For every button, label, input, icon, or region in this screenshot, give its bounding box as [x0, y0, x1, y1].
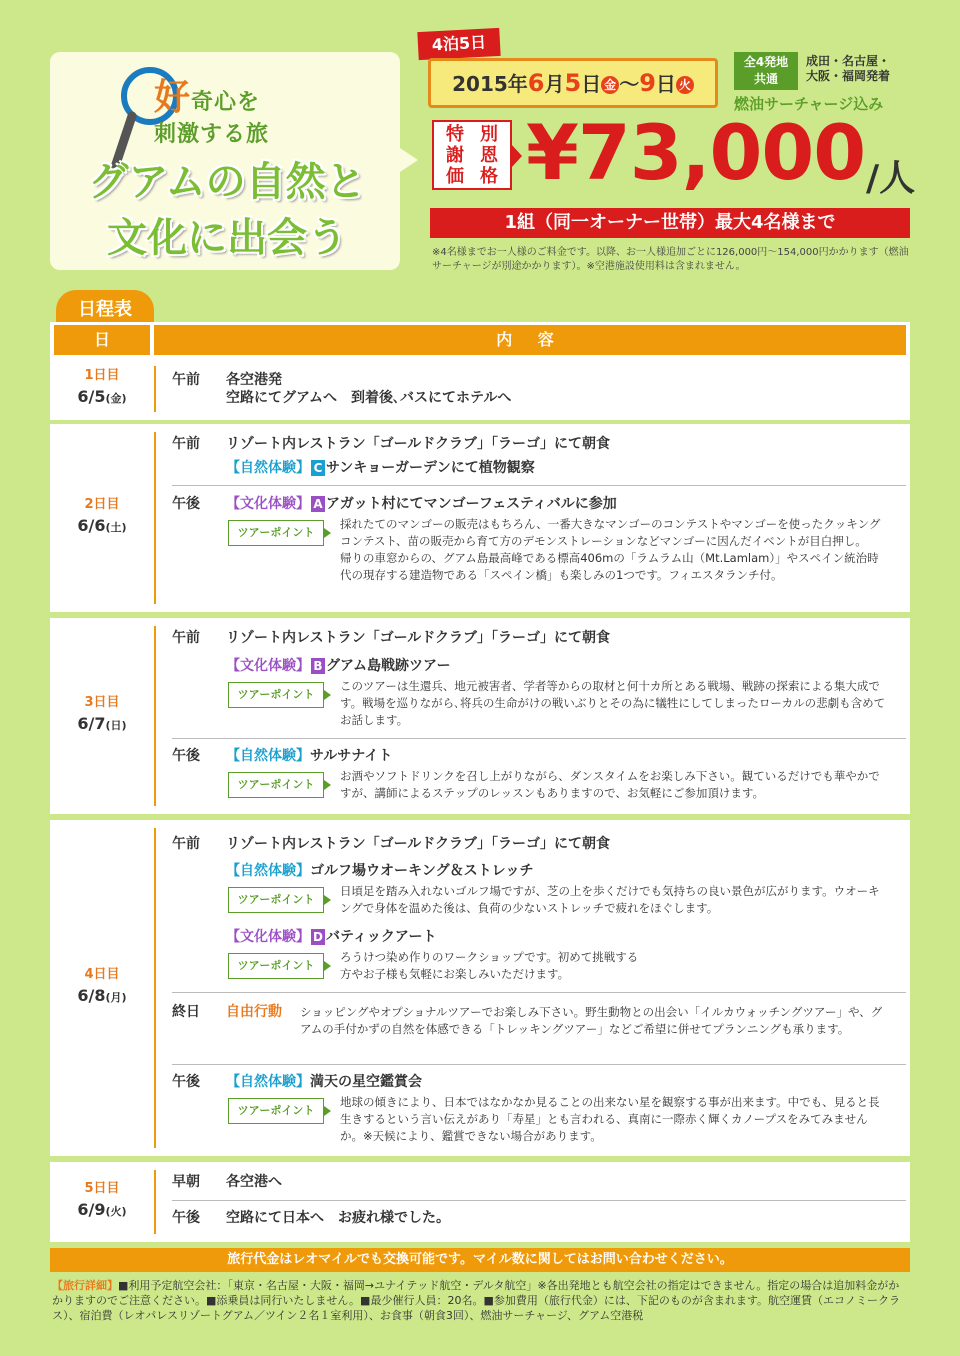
activity-line	[172, 458, 535, 478]
day-number: 1日目	[84, 368, 120, 383]
fuel-surcharge-note: 燃油サーチャージ込み	[734, 95, 884, 113]
day-content	[172, 820, 906, 1156]
tour-point-badge: ツアーポイント	[228, 887, 324, 913]
day-row	[50, 1162, 910, 1242]
time-label: 午後	[172, 496, 200, 512]
activity-title: サンキョーガーデンにて植物観察	[326, 460, 535, 476]
origin-tag	[734, 52, 798, 90]
price-label-char: 価	[446, 166, 464, 187]
origin-line2: 大阪・福岡発着	[806, 69, 891, 83]
day-label	[50, 820, 154, 1156]
day-number: 3日目	[84, 695, 120, 710]
day-number: 2日目	[84, 497, 120, 512]
segment-divider	[172, 485, 906, 486]
time-label: 午後	[172, 748, 200, 764]
tour-point-badge: ツアーポイント	[228, 520, 324, 546]
activity-title: サルサナイト	[310, 748, 393, 764]
activity-line	[172, 494, 617, 514]
time-label: 早朝	[172, 1174, 200, 1190]
day-date	[77, 984, 126, 1010]
tour-point-badge: ツアーポイント	[228, 682, 324, 708]
activity-line	[172, 861, 533, 881]
date-start-weekday: 金	[601, 76, 619, 94]
nature-tag: 【自然体験】	[226, 1074, 310, 1090]
schedule-text: 空路にてグアムへ 到着後､バスにてホテルへ	[226, 390, 512, 406]
activity-description: ショッピングやオプショナルツアーでお楽しみ下さい。野生動物との出会い「イルカウォッチングツアー」や、グアムの手付かずの自然を体感できる「トレッキングツアー」などご希望に併せてプランニングも承ります。	[300, 1005, 883, 1036]
time-label: 午前	[172, 372, 200, 388]
schedule-tab: 日程表	[56, 290, 154, 330]
day-date	[77, 1198, 126, 1224]
title-sub-line2: 刺激する旅	[154, 122, 270, 147]
time-label: 午後	[172, 1210, 200, 1226]
origin-cities	[806, 54, 890, 84]
title-panel	[50, 52, 400, 270]
time-label: 終日	[172, 1004, 200, 1020]
day-date-value: 6/5	[77, 387, 106, 406]
nature-tag: 【自然体験】	[226, 863, 310, 879]
tour-point-badge: ツアーポイント	[228, 772, 324, 798]
culture-tag: 【文化体験】	[226, 929, 310, 945]
spot-badge: C	[311, 460, 325, 476]
schedule-line	[172, 1208, 450, 1228]
schedule-text: リゾート内レストラン「ゴールドクラブ」「ラーゴ」にて朝食	[226, 436, 611, 452]
activity-line	[172, 746, 392, 766]
day-divider	[154, 432, 156, 604]
activity-description: 日頃足を踏み入れないゴルフ場ですが、芝の上を歩くだけでも気持ちの良い景色が広がります。ウオーキングで身体を温めた後は、負荷の少ないストレッチで疲れをほぐします。	[340, 884, 880, 915]
day-row	[50, 358, 910, 420]
activity-line	[172, 1002, 282, 1022]
description-text: 採れたてのマンゴーの販売はもちろん、一番大きなマンゴーのコンテストやマンゴーを使ったクッキングコンテスト、苗の販売から育て方のデモンストレーションなどマンゴーに因んだイベントが目白押し。	[340, 517, 881, 548]
group-limit-banner: 1組（同一オーナー世帯）最大4名様まで	[430, 208, 910, 238]
activity-title: 満天の星空鑑賞会	[310, 1074, 422, 1090]
day-row	[50, 820, 910, 1156]
travel-dates: 2015年6月5日 金 ～9日 火	[428, 58, 718, 108]
time-label: 午前	[172, 836, 200, 852]
date-year: 2015年	[452, 72, 528, 96]
schedule-line	[172, 434, 610, 454]
title-sub-line1: 奇心を	[191, 90, 261, 115]
time-label: 午前	[172, 436, 200, 452]
schedule-line	[172, 1172, 282, 1192]
schedule-line	[172, 388, 511, 408]
activity-title: アガット村にてマンゴーフェスティバルに参加	[326, 496, 617, 512]
schedule-text: 各空港へ	[226, 1174, 282, 1190]
day-divider	[154, 366, 156, 412]
day-content	[172, 358, 906, 420]
nature-tag: 【自然体験】	[226, 748, 310, 764]
time-label: 午後	[172, 1074, 200, 1090]
details-body: ■利用予定航空会社：「東京・名古屋・大阪・福岡→ユナイテッド航空・デルタ航空」※各出発地とも航空会社の指定はできません。指定の場合は追加料金がかかりますのでご注意ください。■添乗員は同行いたしません。■最少催行人員：20名。■参加費用（旅行代金）には、下記のものが含まれます。航空運賃（エコノミークラス）、宿泊費（レオパレスリゾートグアム／ツイン２名１室利用）、お食事（朝食3回）、燃油サーチャージ、グアム空港税	[52, 1279, 900, 1322]
day-number: 4日目	[84, 967, 120, 982]
activity-line	[172, 927, 436, 947]
day-weekday: (土)	[105, 521, 127, 534]
free-time-tag: 自由行動	[226, 1004, 282, 1020]
activity-title: ゴルフ場ウオーキング＆ストレッチ	[310, 863, 534, 879]
activity-description: ろうけつ染め作りのワークショップです。初めて挑戦する方やお子様も気軽にお楽しみいただけます。	[340, 950, 639, 981]
day-divider	[154, 1170, 156, 1234]
day-number: 5日目	[84, 1181, 120, 1196]
date-start-day: 5	[564, 69, 582, 97]
date-start-month: 6	[527, 69, 545, 97]
activity-description: このツアーは生還兵、地元被害者、学者等からの取材と何十カ所とある戦場、戦跡の探索による集大成です。戦場を巡りながら､将兵の生命がけの戦いぶりとその為に犠牲にしてしまったローカルの悲劇も含めてお話します。	[340, 679, 886, 727]
segment-divider	[172, 1064, 906, 1065]
price-unit: /人	[866, 158, 916, 199]
day-label	[50, 358, 154, 420]
tour-point-badge: ツアーポイント	[228, 1098, 324, 1124]
day-weekday: (日)	[105, 719, 127, 732]
day-date	[77, 385, 126, 411]
duration-tag: 4泊5日	[417, 28, 500, 60]
schedule-line	[172, 834, 610, 854]
day-date	[77, 514, 126, 540]
price-label-char: 恩	[480, 145, 498, 166]
nature-tag: 【自然体験】	[226, 460, 310, 476]
schedule-text: 各空港発	[226, 372, 282, 388]
activity-description: お酒やソフトドリンクを召し上がりながら、ダンスタイムをお楽しみ下さい。観ているだけでも華やかですが、講師によるステップのレッスンもありますので、お気軽にご参加頂けます。	[340, 769, 880, 800]
schedule-header	[50, 322, 910, 358]
price-amount: ¥73,000	[526, 108, 866, 197]
details-heading: 【旅行詳細】	[52, 1279, 118, 1292]
schedule-text: 空路にて日本へ お疲れ様でした。	[226, 1210, 450, 1226]
culture-tag: 【文化体験】	[226, 658, 310, 674]
origin-tag-line2: 共通	[753, 72, 778, 86]
mile-exchange-banner: 旅行代金はレオマイルでも交換可能です。マイル数に関してはお問い合わせください。	[50, 1248, 910, 1272]
schedule-text: リゾート内レストラン「ゴールドクラブ」「ラーゴ」にて朝食	[226, 630, 611, 646]
origin-tag-line1: 全4発地	[743, 55, 789, 69]
day-weekday: (金)	[105, 392, 127, 405]
schedule-line	[172, 628, 610, 648]
spot-badge: B	[311, 658, 325, 674]
segment-divider	[172, 738, 906, 739]
day-weekday: (月)	[105, 991, 127, 1004]
page-title	[64, 154, 390, 266]
title-main-line2: 文化に出会う	[107, 215, 347, 261]
day-label	[50, 424, 154, 612]
date-end-day: 9	[639, 69, 656, 97]
column-header-day: 日	[54, 325, 150, 355]
day-date-value: 6/9	[77, 1200, 106, 1219]
price-note: ※4名様までお一人様のご料金です。以降、お一人様追加ごとに126,000円～154,000円かかります（燃油サーチャージが別途かかります）。※空港施設使用料は含まれません。	[432, 247, 909, 272]
title-subtitle	[154, 77, 394, 151]
day-weekday: (火)	[105, 1205, 127, 1218]
day-label	[50, 618, 154, 814]
activity-line	[172, 656, 451, 676]
schedule-line	[172, 370, 282, 390]
title-main-line1: グアムの自然と	[88, 159, 366, 205]
date-end-weekday: 火	[676, 76, 694, 94]
price-label-char: 謝	[446, 145, 464, 166]
title-sub-initial: 好	[154, 77, 192, 118]
day-content	[172, 1162, 906, 1242]
day-label	[50, 1162, 154, 1242]
day-date-value: 6/6	[77, 516, 106, 535]
tour-point-badge: ツアーポイント	[228, 953, 324, 979]
day-date	[77, 712, 126, 738]
segment-divider	[172, 1200, 906, 1201]
special-price-label	[432, 120, 512, 190]
activity-description	[340, 516, 886, 584]
day-content	[172, 424, 906, 612]
origin-line1: 成田・名古屋・	[806, 54, 891, 68]
day-divider	[154, 828, 156, 1148]
time-label: 午前	[172, 630, 200, 646]
price-label-char: 別	[480, 124, 498, 145]
day-row	[50, 618, 910, 814]
day-date-value: 6/8	[77, 986, 106, 1005]
schedule-text: リゾート内レストラン「ゴールドクラブ」「ラーゴ」にて朝食	[226, 836, 611, 852]
description-text: 帰りの車窓からの、グアム島最高峰である標高406mの「ラムラム山（Mt.Lamlam）」やスペイン統治時代の現存する建造物である「スペイン橋」も楽しみの1つです。フィエスタランチ付。	[340, 551, 879, 582]
day-content	[172, 618, 906, 814]
segment-divider	[172, 992, 906, 993]
activity-title: グアム島戦跡ツアー	[326, 658, 451, 674]
culture-tag: 【文化体験】	[226, 496, 310, 512]
price-label-char: 格	[480, 166, 498, 187]
activity-description: 地球の傾きにより、日本ではなかなか見ることの出来ない星を観察する事が出来ます。中でも、見ると長生きするという言い伝えがあり「寿星」とも言われる、真南に一際赤く輝くカノープスをみてみませんか。※天候により、鑑賞できない場合があります。	[340, 1095, 880, 1143]
price-label-char: 特	[446, 124, 464, 145]
activity-line	[172, 1072, 422, 1092]
day-date-value: 6/7	[77, 714, 106, 733]
activity-title: バティックアート	[326, 929, 437, 945]
day-divider	[154, 626, 156, 806]
travel-details	[52, 1278, 910, 1323]
spot-badge: A	[311, 496, 325, 512]
spot-badge: D	[311, 929, 325, 945]
day-row	[50, 424, 910, 612]
column-header-content: 内 容	[154, 325, 906, 355]
